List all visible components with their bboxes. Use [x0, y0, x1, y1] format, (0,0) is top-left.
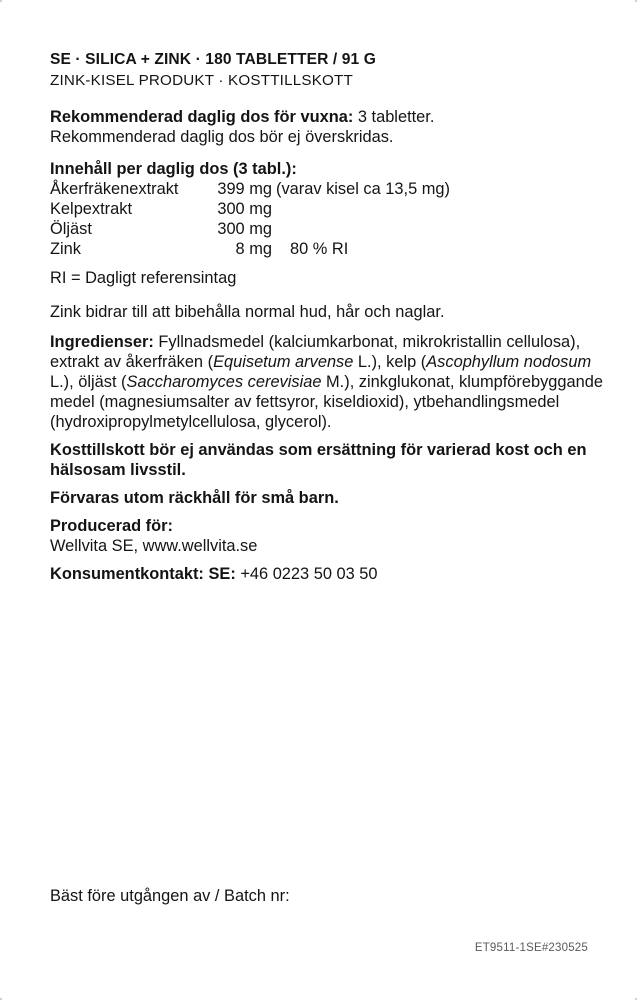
ingredients [50, 332, 610, 432]
content-amount: 300 mg [217, 220, 272, 238]
producer-value: Wellvita SE, www.wellvita.se [50, 537, 258, 555]
dose-line [50, 107, 610, 127]
content-name: Kelpextrakt [50, 200, 132, 218]
ri-note: RI = Dagligt referensintag [50, 269, 237, 287]
latin-name: Saccharomyces cerevisiae [126, 373, 322, 391]
label-text [50, 50, 610, 584]
product-subtitle: ZINK-KISEL PRODUKT · KOSTTILLSKOTT [50, 72, 354, 89]
content-extra [272, 199, 610, 219]
ingredients-label: Ingredienser: [50, 333, 154, 351]
product-title: SE · SILICA + ZINK · 180 TABLETTER / 91 G [50, 51, 376, 68]
contact-value: +46 0223 50 03 50 [235, 565, 378, 583]
article-code: ET9511-1SE#230525 [474, 942, 588, 954]
diet-warning: Kosttillskott bör ej användas som ersättning för varierad kost och en hälsosam livsstil. [50, 441, 587, 479]
dose-value: 3 tabletter. [353, 108, 435, 126]
content-extra [272, 219, 610, 239]
content-name: Öljäst [50, 220, 92, 238]
content-table [50, 179, 610, 259]
best-before-label: Bäst före utgången av / Batch nr: [50, 887, 290, 905]
producer-label: Producerad för: [50, 517, 173, 535]
dose-warning: Rekommenderad daglig dos bör ej överskridas. [50, 128, 394, 146]
ingredients-text: L.), öljäst ( [50, 373, 127, 391]
ingredients-text: Fyllnadsmedel (kalciumkarbonat, mikrokristallin cellulosa), extrakt av åkerfräken ( [50, 333, 581, 371]
ingredients-text: L.), kelp ( [353, 353, 427, 371]
producer [50, 516, 610, 556]
content-heading: Innehåll per daglig dos (3 tabl.): [50, 160, 297, 178]
content-name: Åkerfräkenextrakt [50, 180, 179, 198]
content-section [50, 159, 610, 259]
content-name: Zink [50, 240, 81, 258]
consumer-contact [50, 564, 610, 584]
ingredients-text: M.), zinkglukonat, klumpförebyggande medel (magnesiumsalter av fettsyror, kiseldioxid), ytbehandlingsmedel (hydroxipropylmetylcellulosa, glycerol). [50, 373, 603, 431]
health-claim: Zink bidrar till att bibehålla normal hud, hår och naglar. [50, 303, 445, 321]
content-ri: 80 % RI [290, 240, 349, 258]
dose-section [50, 107, 610, 147]
crop-mark [0, 0, 2, 2]
latin-name: Ascophyllum nodosum [426, 353, 592, 371]
latin-name: Equisetum arvense [213, 353, 354, 371]
children-warning: Förvaras utom räckhåll för små barn. [50, 489, 339, 507]
content-extra: (varav kisel ca 13,5 mg) [276, 180, 450, 198]
dose-label: Rekommenderad daglig dos för vuxna: [50, 108, 354, 126]
content-amount: 300 mg [217, 200, 272, 218]
content-amount: 8 mg [235, 240, 272, 258]
content-amount: 399 mg [217, 180, 272, 198]
contact-label: Konsumentkontakt: SE: [50, 565, 236, 583]
